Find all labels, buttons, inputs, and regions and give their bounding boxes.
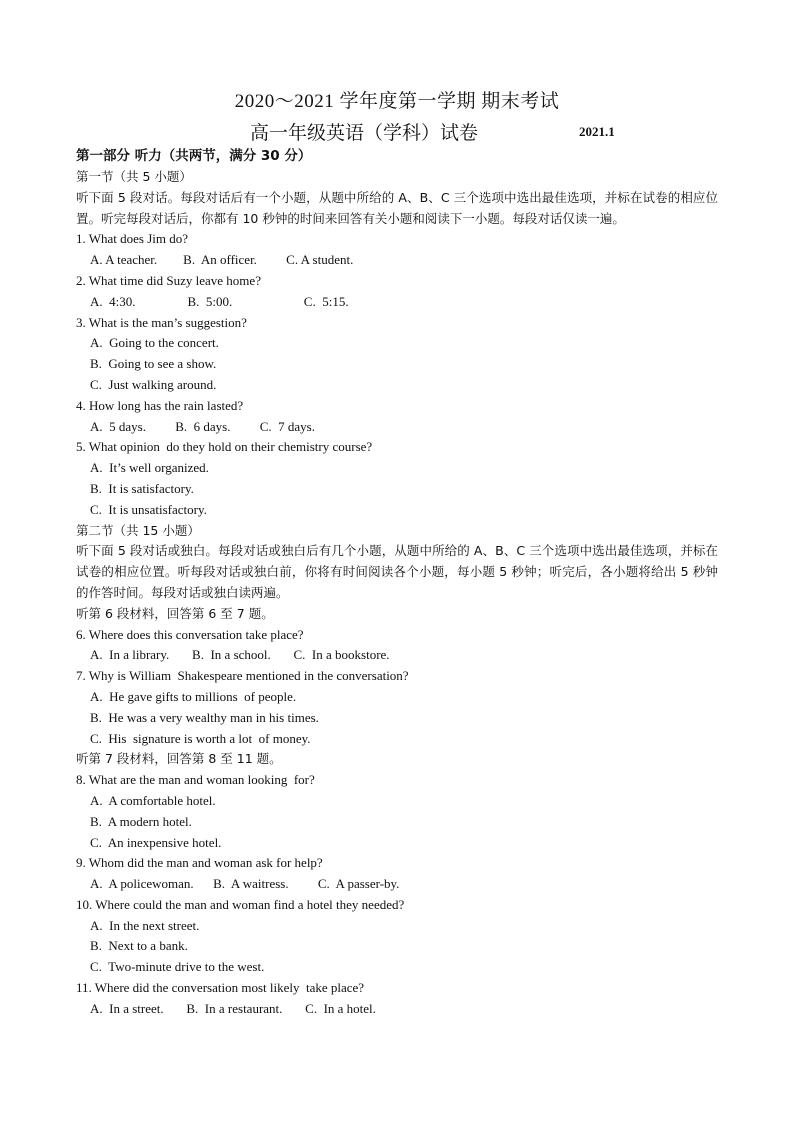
question-4: 4. How long has the rain lasted? bbox=[76, 397, 244, 413]
question-11-options: A. In a street. B. In a restaurant. C. In a hotel. bbox=[90, 1000, 376, 1016]
question-3-option-c: C. Just walking around. bbox=[90, 376, 217, 392]
question-2: 2. What time did Suzy leave home? bbox=[76, 272, 261, 288]
question-7-option-c: C. His signature is worth a lot of money. bbox=[90, 730, 311, 746]
question-1: 1. What does Jim do? bbox=[76, 231, 189, 247]
exam-date: 2021.1 bbox=[579, 124, 615, 139]
question-10-option-b: B. Next to a bank. bbox=[90, 938, 188, 954]
exam-title: 2020～2021 学年度第一学期 期末考试 bbox=[234, 91, 560, 112]
question-8-option-c: C. An inexpensive hotel. bbox=[90, 834, 222, 850]
question-3-option-b: B. Going to see a show. bbox=[90, 356, 217, 372]
question-5: 5. What opinion do they hold on their chemistry course? bbox=[76, 439, 373, 455]
question-7-option-a: A. He gave gifts to millions of people. bbox=[90, 688, 297, 704]
question-4-options: A. 5 days. B. 6 days. C. 7 days. bbox=[90, 418, 315, 434]
section1-heading: 第一节（共 5 小题） bbox=[76, 169, 192, 184]
section1-instructions: 听下面 5 段对话。每段对话后有一个小题，从题中所给的 A、B、C 三个选项中选出最佳选项，并标在试卷的相应位置。听完每段对话后，你都有 10 秒钟的时间来回答有关小题和阅读下一小题。每段对话仅读一遍。 bbox=[76, 189, 718, 226]
question-5-option-c: C. It is unsatisfactory. bbox=[90, 501, 207, 517]
question-10: 10. Where could the man and woman find a hotel they needed? bbox=[76, 896, 405, 912]
question-8-option-a: A. A comfortable hotel. bbox=[90, 792, 216, 808]
question-3-option-a: A. Going to the concert. bbox=[90, 335, 219, 351]
material-6-note: 听第 6 段材料，回答第 6 至 7 题。 bbox=[76, 605, 274, 621]
question-7: 7. Why is William Shakespeare mentioned in the conversation? bbox=[76, 668, 409, 684]
section2-heading: 第二节（共 15 小题） bbox=[76, 522, 200, 538]
question-10-option-c: C. Two-minute drive to the west. bbox=[90, 959, 265, 975]
question-8: 8. What are the man and woman looking for? bbox=[76, 772, 315, 788]
question-2-options: A. 4:30. B. 5:00. C. 5:15. bbox=[90, 293, 349, 309]
subtitle-row bbox=[0, 118, 794, 146]
question-1-options: A. A teacher. B. An officer. C. A student. bbox=[90, 252, 354, 268]
section2-instructions: 听下面 5 段对话或独白。每段对话或独白后有几个小题，从题中所给的 A、B、C 三个选项中选出最佳选项，并标在试卷的相应位置。听每段对话或独白前，你将有时间阅读各个小题，每小题 5 秒钟；听完后，各小题将给出 5 秒钟的作答时间。每段对话或独白读两遍。 bbox=[76, 543, 718, 600]
material-7-note: 听第 7 段材料，回答第 8 至 11 题。 bbox=[76, 751, 282, 767]
question-10-option-a: A. In the next street. bbox=[90, 917, 200, 933]
question-5-option-a: A. It’s well organized. bbox=[90, 460, 209, 476]
question-6-options: A. In a library. B. In a school. C. In a bookstore. bbox=[90, 647, 390, 663]
question-3: 3. What is the man’s suggestion? bbox=[76, 314, 247, 330]
exam-subtitle: 高一年级英语（学科）试卷 bbox=[250, 122, 479, 144]
part1-heading: 第一部分 听力（共两节，满分 30 分） bbox=[76, 148, 312, 164]
question-9-options: A. A policewoman. B. A waitress. C. A passer-by. bbox=[90, 876, 400, 892]
question-11: 11. Where did the conversation most likely take place? bbox=[76, 980, 365, 996]
question-5-option-b: B. It is satisfactory. bbox=[90, 480, 194, 496]
question-8-option-b: B. A modern hotel. bbox=[90, 813, 192, 829]
question-7-option-b: B. He was a very wealthy man in his times. bbox=[90, 709, 319, 725]
question-9: 9. Whom did the man and woman ask for help? bbox=[76, 855, 323, 871]
question-6: 6. Where does this conversation take place? bbox=[76, 626, 304, 642]
exam-content bbox=[76, 146, 718, 1020]
